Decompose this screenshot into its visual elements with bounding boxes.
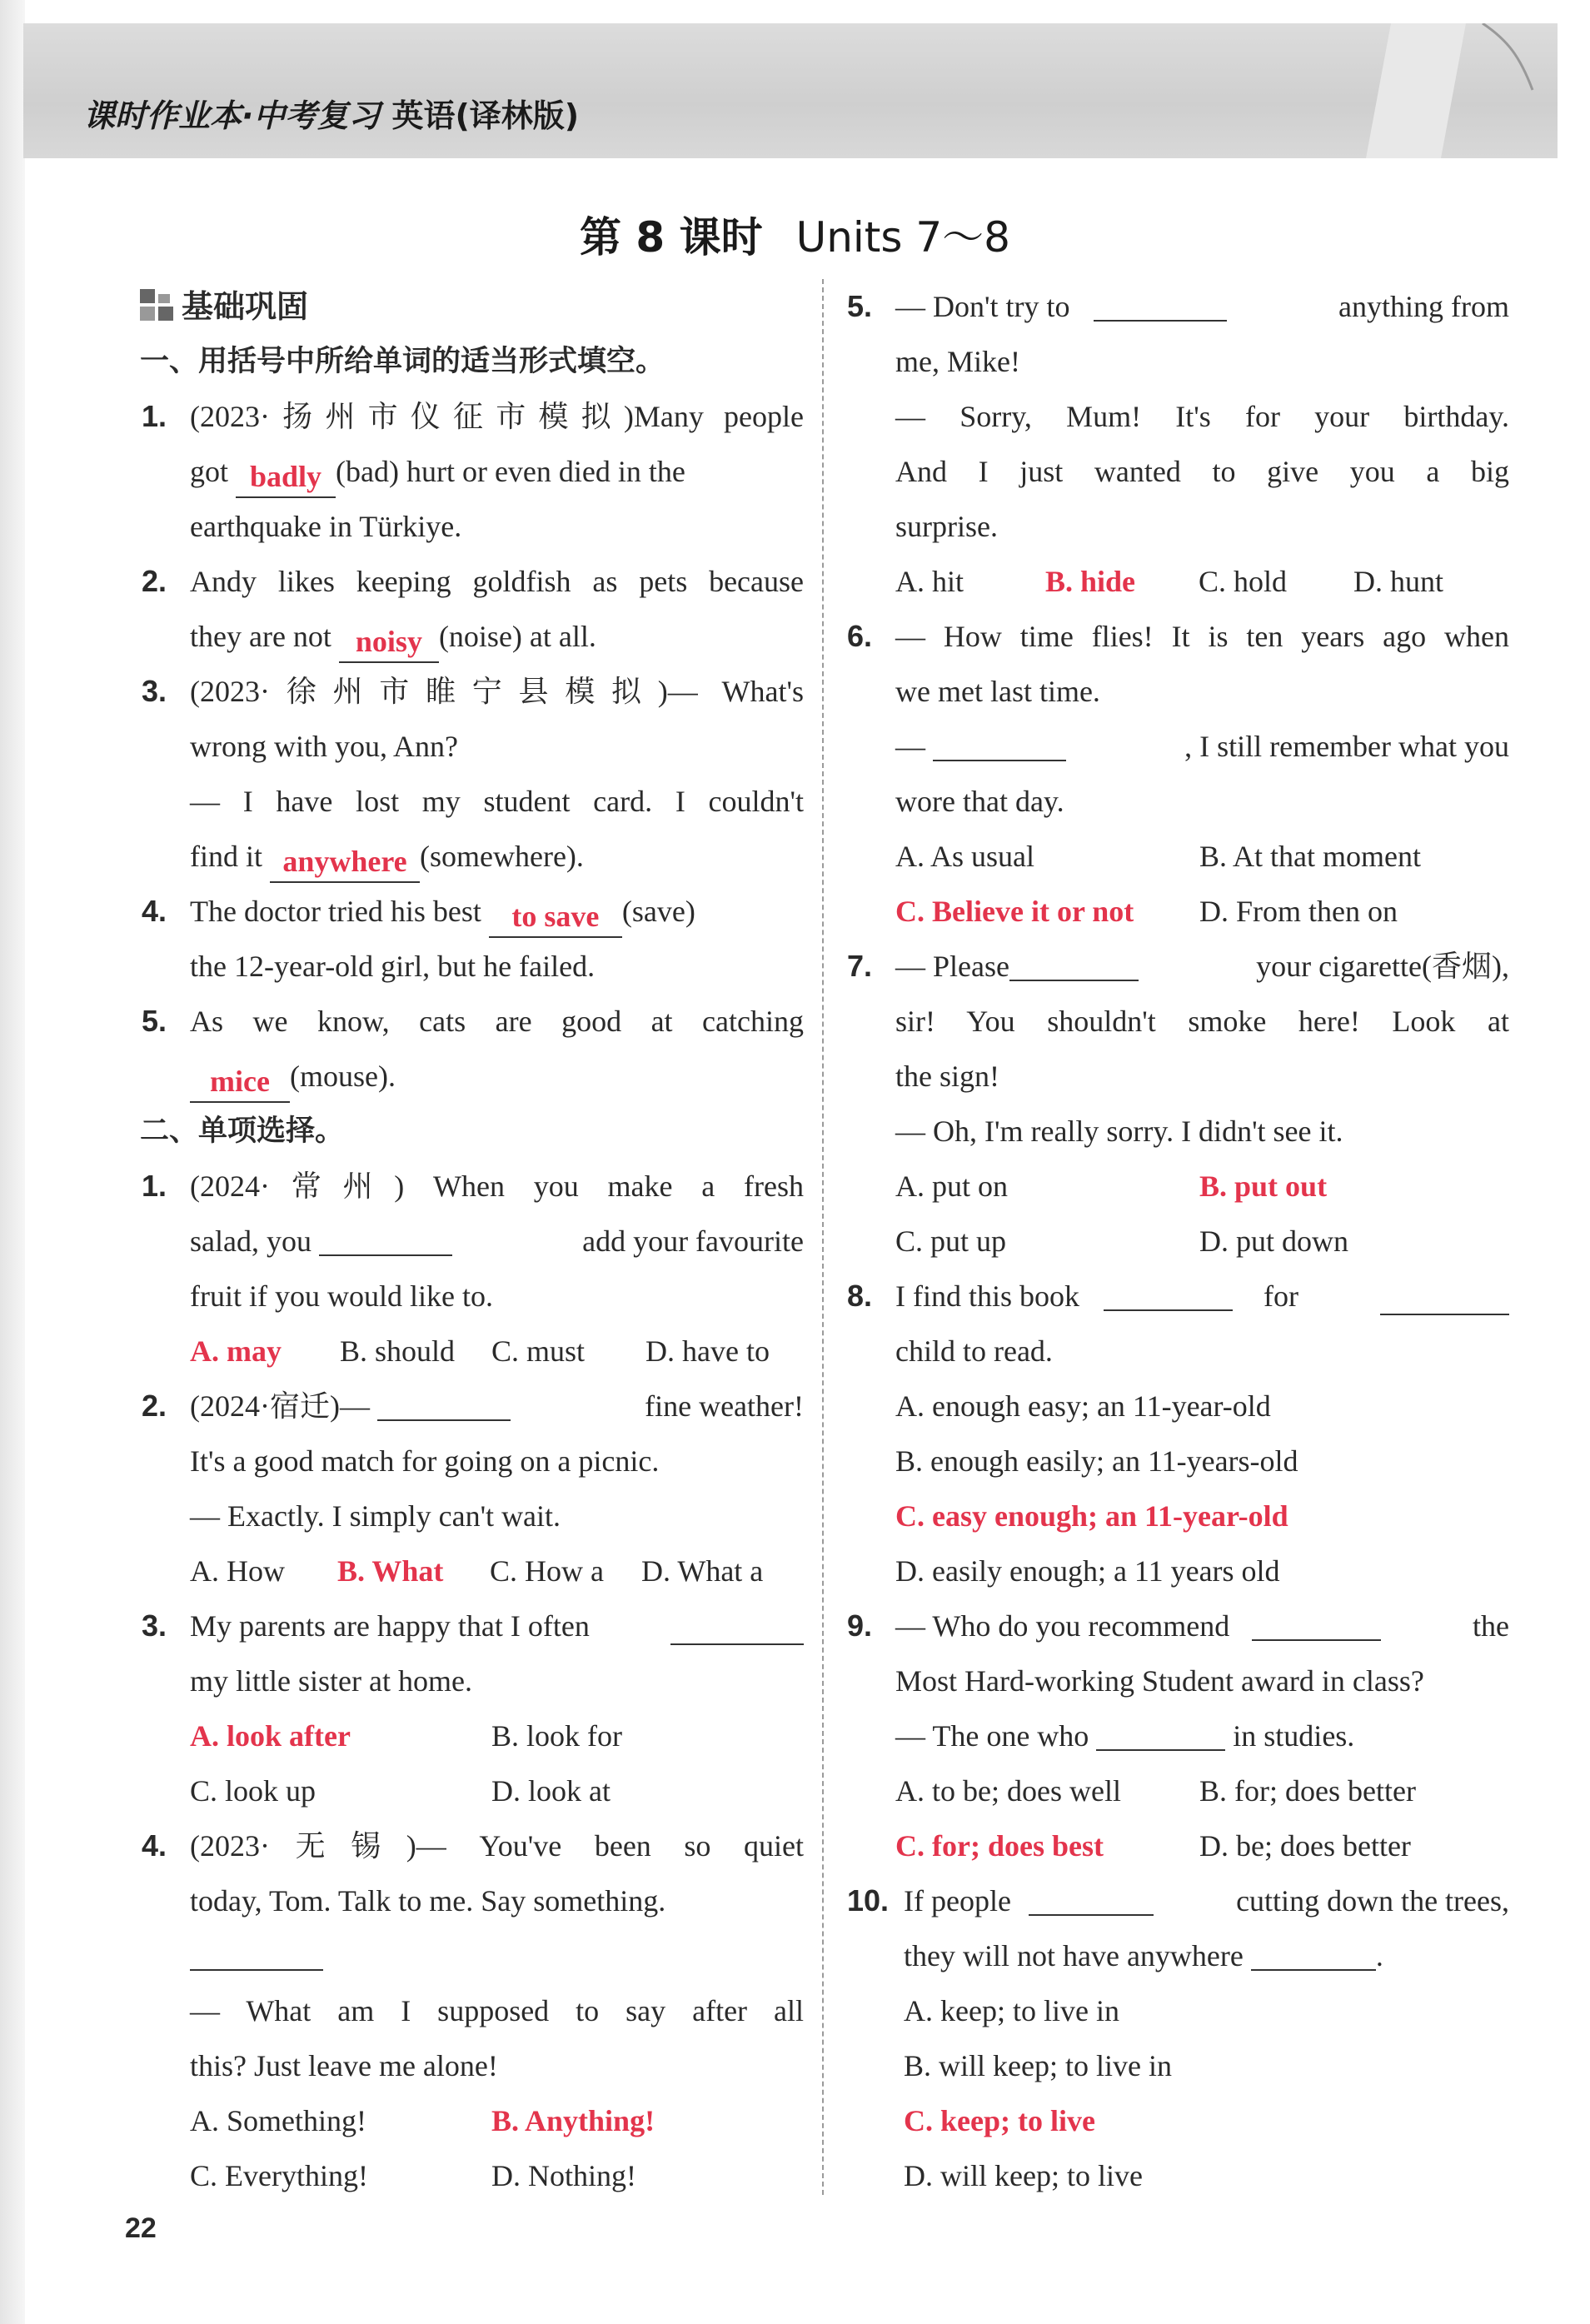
- p2-q9-option-d[interactable]: D. be; does better: [1199, 1829, 1411, 1863]
- p2-q3-options-1: [142, 1708, 804, 1763]
- left-column: [142, 279, 804, 2203]
- p1-q1-post: (bad) hurt or even died in the: [336, 455, 685, 488]
- p2-q3-line1: [142, 1598, 804, 1653]
- p2-q6-text4: wore that day.: [895, 785, 1064, 818]
- p2-q8-text2: child to read.: [895, 1334, 1053, 1368]
- p2-q7-text1a: — Please: [895, 950, 1009, 983]
- p2-q10-text2: they will not have anywhere: [904, 1939, 1244, 1972]
- p2-q8-number: 8.: [847, 1279, 873, 1313]
- p2-q6-blank[interactable]: [933, 726, 1066, 761]
- p2-q4-text: (2023·无锡)— You've been so quiet: [190, 1829, 804, 1863]
- p2-q9-options-2: [847, 1818, 1509, 1873]
- p2-q2-text3: — Exactly. I simply can't wait.: [190, 1499, 561, 1533]
- p2-q3-options-2: [142, 1763, 804, 1818]
- p2-q10-option-b-row: [847, 2038, 1509, 2093]
- p2-q9-option-c[interactable]: C. for; does best: [895, 1829, 1104, 1863]
- p1-q4-pre: The doctor tried his best: [190, 895, 481, 928]
- p2-q8-text1a: I find this book: [895, 1279, 1079, 1313]
- p2-q3-number: 3.: [142, 1608, 167, 1643]
- page-edge: [0, 0, 25, 2324]
- p2-q6-option-d[interactable]: D. From then on: [1199, 895, 1398, 928]
- p1-q1-text: (2023·扬州市仪征市模拟)Many people: [190, 400, 804, 433]
- p1-q5-line2: [142, 1049, 804, 1104]
- lesson-title: [0, 204, 1590, 264]
- p2-q6-text: — How time flies! It is ten years ago when: [895, 620, 1509, 653]
- p2-q6-options-2: [847, 884, 1509, 939]
- part1-title: 一、用括号中所给单词的适当形式填空。: [140, 345, 665, 378]
- p2-q6-option-a[interactable]: A. As usual: [895, 840, 1035, 873]
- p2-q8-option-a[interactable]: A. enough easy; an 11-year-old: [895, 1389, 1271, 1423]
- p2-q9-option-a[interactable]: A. to be; does well: [895, 1774, 1121, 1808]
- p2-q7-option-d[interactable]: D. put down: [1199, 1224, 1348, 1258]
- p2-q3-option-c[interactable]: C. look up: [190, 1774, 317, 1808]
- p2-q6-options-1: [847, 829, 1509, 884]
- p2-q8-option-a-row: [847, 1379, 1509, 1434]
- p2-q7-option-a[interactable]: A. put on: [895, 1169, 1008, 1203]
- p2-q9-text1b: the: [1473, 1609, 1509, 1643]
- p2-q2-number: 2.: [142, 1389, 167, 1423]
- p2-q9-line2: [847, 1653, 1509, 1708]
- p2-q1-blank[interactable]: [319, 1221, 452, 1256]
- p2-q9-blank-2[interactable]: [1096, 1716, 1225, 1751]
- p1-q3-line1: [142, 664, 804, 719]
- p1-q4-line2: [142, 939, 804, 994]
- p2-q5-text4: And I just wanted to give you a big: [895, 455, 1509, 488]
- header-brand: 课时作业本·中考复习: [83, 97, 381, 134]
- p2-q1-option-d[interactable]: D. have to: [645, 1334, 770, 1368]
- header-decoration: [1341, 23, 1558, 158]
- p2-q7-text4: — Oh, I'm really sorry. I didn't see it.: [895, 1115, 1343, 1148]
- p1-q5-text: As we know, cats are good at catching: [190, 1005, 804, 1038]
- p2-q2-option-a[interactable]: A. How: [190, 1554, 285, 1588]
- p1-q2-line1: [142, 554, 804, 609]
- lesson-units: Units 7～8: [795, 213, 1010, 262]
- p2-q2-options: [142, 1544, 804, 1598]
- header-title: [83, 90, 579, 136]
- p2-q5-text2: me, Mike!: [895, 345, 1020, 378]
- p2-q3-option-a[interactable]: A. look after: [190, 1719, 351, 1753]
- p1-q3-line4: [142, 829, 804, 884]
- p1-q4-line1: [142, 884, 804, 939]
- p2-q2-option-d[interactable]: D. What a: [641, 1554, 764, 1588]
- p2-q1-text2a: salad, you: [190, 1224, 312, 1258]
- p2-q1-option-b[interactable]: B. should: [340, 1334, 456, 1368]
- p2-q7-option-b[interactable]: B. put out: [1199, 1169, 1328, 1203]
- p2-q5-option-b[interactable]: B. hide: [1045, 565, 1136, 598]
- p2-q6-option-c[interactable]: C. Believe it or not: [895, 895, 1134, 928]
- p2-q5-option-c[interactable]: C. hold: [1199, 565, 1288, 598]
- p2-q7-number: 7.: [847, 949, 873, 983]
- p1-q2-pre: they are not: [190, 620, 331, 653]
- p2-q8-line2: [847, 1324, 1509, 1379]
- p2-q10-option-d[interactable]: D. will keep; to live: [904, 2159, 1143, 2192]
- p2-q5-text5: surprise.: [895, 510, 998, 543]
- p2-q8-option-d-row: [847, 1544, 1509, 1598]
- p1-q4-answer[interactable]: to save: [489, 900, 622, 938]
- p2-q6-line2: [847, 664, 1509, 719]
- p1-q3-pre: find it: [190, 840, 262, 873]
- p2-q8-option-d[interactable]: D. easily enough; a 11 years old: [895, 1554, 1280, 1588]
- p2-q9-options-1: [847, 1763, 1509, 1818]
- p2-q4-options-1: [142, 2093, 804, 2148]
- p1-q1-line3: [142, 499, 804, 554]
- p2-q10-text1b: cutting down the trees,: [1236, 1884, 1509, 1918]
- p1-q1-text3: earthquake in Türkiye.: [190, 510, 462, 543]
- p2-q2-text2: It's a good match for going on a picnic.: [190, 1444, 660, 1478]
- p2-q3-blank[interactable]: [670, 1610, 804, 1645]
- section-grid-icon: [140, 289, 177, 322]
- p1-q3-line2: [142, 719, 804, 774]
- p2-q5-option-d[interactable]: D. hunt: [1353, 565, 1443, 598]
- p1-q2-text: Andy likes keeping goldfish as pets because: [190, 565, 804, 598]
- p2-q7-options-1: [847, 1159, 1509, 1214]
- p2-q1-option-a[interactable]: A. may: [190, 1334, 282, 1368]
- p1-q1-line1: [142, 389, 804, 444]
- p1-q4-text2: the 12-year-old girl, but he failed.: [190, 950, 596, 983]
- p2-q8-option-c[interactable]: C. easy enough; an 11-year-old: [895, 1499, 1288, 1533]
- p2-q5-line2: [847, 334, 1509, 389]
- p1-q2-post: (noise) at all.: [438, 620, 596, 653]
- p2-q10-number: 10.: [847, 1883, 890, 1918]
- p2-q2-blank[interactable]: [377, 1386, 511, 1421]
- p2-q4-line1: [142, 1818, 804, 1873]
- p2-q3-text2: my little sister at home.: [190, 1664, 472, 1698]
- p2-q5-number: 5.: [847, 289, 873, 323]
- p1-q3-number: 3.: [142, 674, 167, 708]
- p1-q3-text: (2023·徐州市睢宁县模拟)— What's: [190, 675, 804, 708]
- p2-q1-line3: [142, 1269, 804, 1324]
- p2-q4-text2: today, Tom. Talk to me. Say something.: [190, 1884, 666, 1918]
- p2-q8-option-c-row: [847, 1489, 1509, 1544]
- p2-q6-text3b: , I still remember what you: [1184, 730, 1509, 763]
- p2-q1-text3: fruit if you would like to.: [190, 1279, 493, 1313]
- p2-q6-option-b[interactable]: B. At that moment: [1199, 840, 1421, 873]
- p1-q3-text3: — I have lost my student card. I couldn't: [190, 785, 804, 818]
- p2-q5-text1a: — Don't try to: [895, 290, 1070, 323]
- p2-q9-text3a: — The one who: [895, 1719, 1089, 1753]
- p2-q8-blank-1[interactable]: [1104, 1276, 1233, 1311]
- p2-q7-text1b: your cigarette(香烟),: [1256, 950, 1509, 983]
- p2-q7-line4: [847, 1104, 1509, 1159]
- p1-q2-number: 2.: [142, 564, 167, 598]
- header-subject: 英语(译林版): [391, 97, 580, 134]
- p1-q3-text2: wrong with you, Ann?: [190, 730, 458, 763]
- p2-q2-text1a: (2024·宿迁)—: [190, 1389, 370, 1423]
- p1-q2-answer[interactable]: noisy: [339, 625, 439, 663]
- p2-q2-line3: [142, 1489, 804, 1544]
- p2-q6-text2: we met last time.: [895, 675, 1100, 708]
- p1-q4-number: 4.: [142, 894, 167, 928]
- p1-q4-post: (save): [621, 895, 695, 928]
- p2-q5-line4: [847, 444, 1509, 499]
- p1-q1-pre: got: [190, 455, 229, 488]
- p1-q5-answer[interactable]: mice: [190, 1065, 290, 1103]
- p2-q9-number: 9.: [847, 1608, 873, 1643]
- p2-q7-option-c[interactable]: C. put up: [895, 1224, 1007, 1258]
- p2-q4-option-a[interactable]: A. Something!: [190, 2104, 366, 2137]
- p2-q6-line4: [847, 774, 1509, 829]
- p1-q2-line2: [142, 609, 804, 664]
- p1-q3-post: (somewhere).: [420, 840, 584, 873]
- p2-q4-option-c[interactable]: C. Everything!: [190, 2159, 368, 2192]
- p2-q9-text3b: in studies.: [1233, 1719, 1355, 1753]
- p2-q4-line3: [142, 1928, 804, 1983]
- p2-q1-text2b: add your favourite: [582, 1224, 804, 1258]
- p2-q1-line1: [142, 1159, 804, 1214]
- p2-q10-option-c-row: [847, 2093, 1509, 2148]
- p2-q7-line3: [847, 1049, 1509, 1104]
- p2-q10-option-a[interactable]: A. keep; to live in: [904, 1994, 1119, 2027]
- p2-q6-text3a: —: [895, 730, 925, 763]
- p2-q4-number: 4.: [142, 1828, 167, 1863]
- p2-q9-text2: Most Hard-working Student award in class?: [895, 1664, 1424, 1698]
- p2-q10-option-a-row: [847, 1983, 1509, 2038]
- p2-q10-line2: they will not have anywhere .: [847, 1928, 1509, 1983]
- p2-q8-line1: [847, 1269, 1509, 1324]
- section-title: 基础巩固: [182, 288, 309, 325]
- p2-q5-line3: [847, 389, 1509, 444]
- p2-q10-line1: [847, 1873, 1509, 1928]
- p2-q4-blank[interactable]: [190, 1936, 323, 1971]
- p2-q1-options: [142, 1324, 804, 1379]
- p2-q6-number: 6.: [847, 619, 873, 653]
- column-divider: [822, 279, 824, 2195]
- p2-q7-text3: the sign!: [895, 1060, 999, 1093]
- p2-q8-option-b[interactable]: B. enough easily; an 11-years-old: [895, 1444, 1298, 1478]
- p2-q1-text: (2024·常州) When you make a fresh: [190, 1169, 804, 1203]
- p1-q5-post: (mouse).: [290, 1060, 396, 1093]
- p2-q1-option-c[interactable]: C. must: [491, 1334, 586, 1368]
- p1-q1-number: 1.: [142, 399, 167, 433]
- p1-q3-line3: [142, 774, 804, 829]
- p2-q10-option-d-row: [847, 2148, 1509, 2203]
- p2-q10-text1a: If people: [904, 1884, 1011, 1918]
- p2-q10-option-c[interactable]: C. keep; to live: [904, 2104, 1095, 2137]
- p2-q10-option-b[interactable]: B. will keep; to live in: [904, 2049, 1172, 2082]
- p2-q9-text1a: — Who do you recommend: [895, 1609, 1230, 1643]
- p2-q5-text3: — Sorry, Mum! It's for your birthday.: [895, 400, 1509, 433]
- p2-q10-blank-2[interactable]: [1251, 1936, 1376, 1971]
- p2-q7-text2: sir! You shouldn't smoke here! Look at: [895, 1005, 1509, 1038]
- p1-q1-line2: [142, 444, 804, 499]
- p2-q3-option-b[interactable]: B. look for: [491, 1719, 622, 1753]
- p1-q5-line1: [142, 994, 804, 1049]
- p2-q1-number: 1.: [142, 1169, 167, 1203]
- p2-q5-options: [847, 554, 1509, 609]
- p2-q10-blank-1[interactable]: [1029, 1881, 1154, 1916]
- p2-q9-blank-1[interactable]: [1252, 1606, 1381, 1641]
- p1-q3-answer[interactable]: anywhere: [270, 845, 420, 883]
- p2-q8-blank-2[interactable]: [1380, 1280, 1509, 1315]
- p2-q5-line1: [847, 279, 1509, 334]
- p2-q4-text4: — What am I supposed to say after all: [190, 1994, 804, 2027]
- p2-q2-option-c[interactable]: C. How a: [490, 1554, 604, 1588]
- p1-q5-number: 5.: [142, 1004, 167, 1038]
- p2-q9-line3: [847, 1708, 1509, 1763]
- p2-q2-text1b: fine weather!: [645, 1389, 804, 1423]
- p2-q7-line2: [847, 994, 1509, 1049]
- p2-q4-option-b[interactable]: B. Anything!: [491, 2104, 655, 2137]
- p2-q8-text1b: for: [1264, 1279, 1298, 1313]
- p2-q5-blank[interactable]: [1094, 287, 1227, 322]
- p2-q2-line2: [142, 1434, 804, 1489]
- p2-q3-option-d[interactable]: D. look at: [491, 1774, 611, 1808]
- p2-q5-text1b: anything from: [1338, 290, 1509, 323]
- p2-q3-line2: [142, 1653, 804, 1708]
- p2-q9-line1: [847, 1598, 1509, 1653]
- p2-q4-line4: [142, 1983, 804, 2038]
- p2-q6-line1: [847, 609, 1509, 664]
- p2-q8-option-b-row: [847, 1434, 1509, 1489]
- p2-q9-option-b[interactable]: B. for; does better: [1199, 1774, 1416, 1808]
- p2-q4-text5: this? Just leave me alone!: [190, 2049, 498, 2082]
- p2-q4-line5: [142, 2038, 804, 2093]
- p2-q3-text: My parents are happy that I often: [190, 1609, 590, 1643]
- p2-q2-option-b[interactable]: B. What: [337, 1554, 444, 1588]
- lesson-number: 第 8 课时: [580, 213, 763, 262]
- part2-title: 二、单项选择。: [140, 1115, 345, 1148]
- p2-q7-line1: [847, 939, 1509, 994]
- p2-q7-options-2: [847, 1214, 1509, 1269]
- section-heading: [140, 279, 804, 334]
- p2-q7-blank[interactable]: [1009, 946, 1139, 981]
- p2-q5-option-a[interactable]: A. hit: [895, 565, 964, 598]
- right-column: [847, 279, 1509, 2203]
- p2-q4-option-d[interactable]: D. Nothing!: [491, 2159, 636, 2192]
- p2-q4-line2: [142, 1873, 804, 1928]
- p1-q1-answer[interactable]: badly: [236, 460, 336, 498]
- page-number: 22: [125, 2212, 157, 2244]
- p2-q4-options-2: [142, 2148, 804, 2203]
- p2-q6-line3: [847, 719, 1509, 774]
- p2-q2-line1: [142, 1379, 804, 1434]
- p2-q1-line2: [142, 1214, 804, 1269]
- p2-q5-line5: [847, 499, 1509, 554]
